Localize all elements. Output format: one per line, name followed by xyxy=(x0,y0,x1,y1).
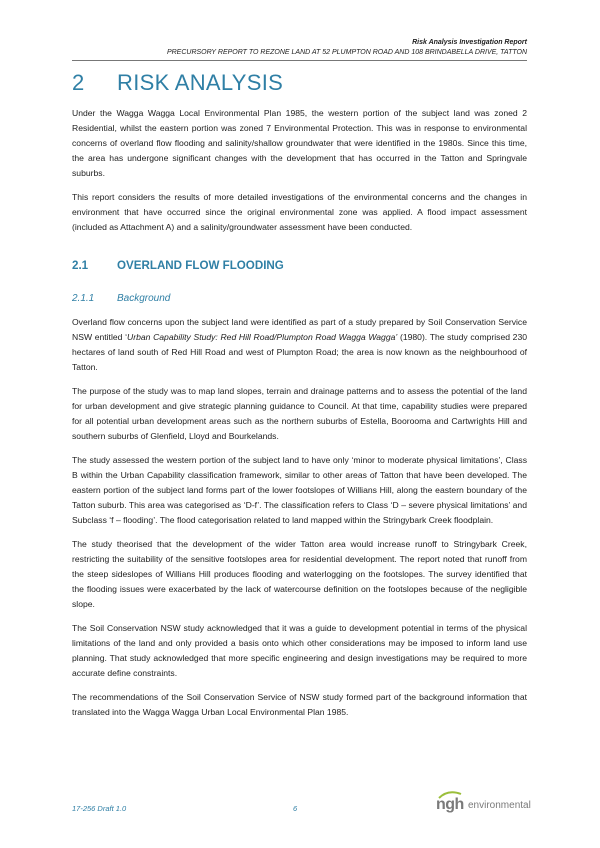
section-title: RISK ANALYSIS xyxy=(117,70,284,95)
footer-doc-id: 17-256 Draft 1.0 xyxy=(72,804,127,813)
subsubsection-number: 2.1.1 xyxy=(72,293,95,304)
header-report-title: Risk Analysis Investigation Report xyxy=(412,39,527,46)
header-divider xyxy=(72,60,527,61)
subsection-title: OVERLAND FLOW FLOODING xyxy=(117,259,284,272)
background-text xyxy=(72,315,527,729)
ngh-environmental-logo xyxy=(436,796,532,818)
intro-paragraph: This report considers the results of more detailed investigations of the environmental concerns and the changes in environment that have occurred since the original environmental zone was applied. A flood impact assessment (included as Attachment A) and a salinity/groundwater assessment have been conducted. xyxy=(72,192,527,232)
subsubsection-heading xyxy=(72,293,170,304)
background-paragraph-end: (1980). The study comprised 230 hectares of land south of Red Hill Road and west of Plumpton Road; the area is now known as the neighbourhood of Tatton. xyxy=(72,332,528,372)
background-paragraph-start: Overland flow concerns upon the subject land were identified as part of a study prepared by Soil Conservation Service NSW entitled ‘ xyxy=(72,317,527,342)
logo-ngh-text: ngh xyxy=(436,796,464,813)
subsubsection-title: Background xyxy=(117,293,171,304)
subsection-heading xyxy=(72,259,284,272)
background-paragraph: The study theorised that the development of the wider Tatton area would increase runoff to Stringybark Creek, restricting the suitability of the sensitive footslopes area for residential development. The report noted that runoff from the steep sideslopes of Willians Hill produces flooding and waterlogging on the footslopes. The survey identified that the flooding issues were exacerbated by the lack of watercourse definition on the footslopes because of the negligible slope. xyxy=(72,539,527,609)
header-report-subtitle: PRECURSORY REPORT TO REZONE LAND AT 52 PLUMPTON ROAD AND 108 BRINDABELLA DRIVE, TATTON xyxy=(166,49,527,56)
background-paragraph: The purpose of the study was to map land slopes, terrain and drainage patterns and to assess the potential of the land for urban development and give strategic planning guidance to Council. At that time, capability studies were prepared for all potential urban development areas such as the northern suburbs of Estella, Boorooma and Cartwrights Hill and southern suburbs of Glenfield, Lloyd and Bourkelands. xyxy=(72,386,527,441)
footer-page-number: 6 xyxy=(293,804,298,813)
section-number: 2 xyxy=(72,70,85,95)
section-heading xyxy=(72,70,283,96)
study-title: Urban Capability Study: Red Hill Road/Plumpton Road Wagga Wagga’ xyxy=(127,332,398,342)
background-paragraph: The study assessed the western portion of the subject land to have only ‘minor to moderate physical limitations’, Class B within the Urban Capability classification framework, similar to other areas of Tatton that have been developed. The eastern portion of the subject land forms part of the lower footslopes of Willians Hill, along the eastern boundary of the Tatton suburb. This area was categorised as ‘D-f’. The classification refers to Class ‘D – severe physical limitations’ and Subclass ‘f – flooding’. The flood categorisation related to land mapped within the Stringybark Creek floodplain. xyxy=(72,455,527,525)
intro-text xyxy=(72,106,527,244)
running-header xyxy=(167,38,527,58)
subsection-number: 2.1 xyxy=(72,259,89,272)
background-paragraph: The recommendations of the Soil Conservation Service of NSW study formed part of the background information that translated into the Wagga Wagga Urban Local Environmental Plan 1985. xyxy=(72,692,527,717)
background-paragraph: The Soil Conservation NSW study acknowledged that it was a guide to development potential in terms of the physical limitations of the land and only provided a basis onto which other considerations may be imposed to inform land use planning. That study acknowledged that more specific engineering and design investigations may be required to more accurate define constraints. xyxy=(72,623,527,678)
logo-environmental-text: environmental xyxy=(468,800,531,811)
intro-paragraph: Under the Wagga Wagga Local Environmental Plan 1985, the western portion of the subject land was zoned 2 Residential, whilst the eastern portion was zoned 7 Environmental Protection. This was in response to environmental concerns of overland flow flooding and salinity/shallow groundwater that were identified in the 1980s. Since this time, the area has undergone significant changes with the development that has occurred in the Tatton and Springvale suburbs. xyxy=(72,108,527,178)
background-paragraph xyxy=(72,315,527,375)
